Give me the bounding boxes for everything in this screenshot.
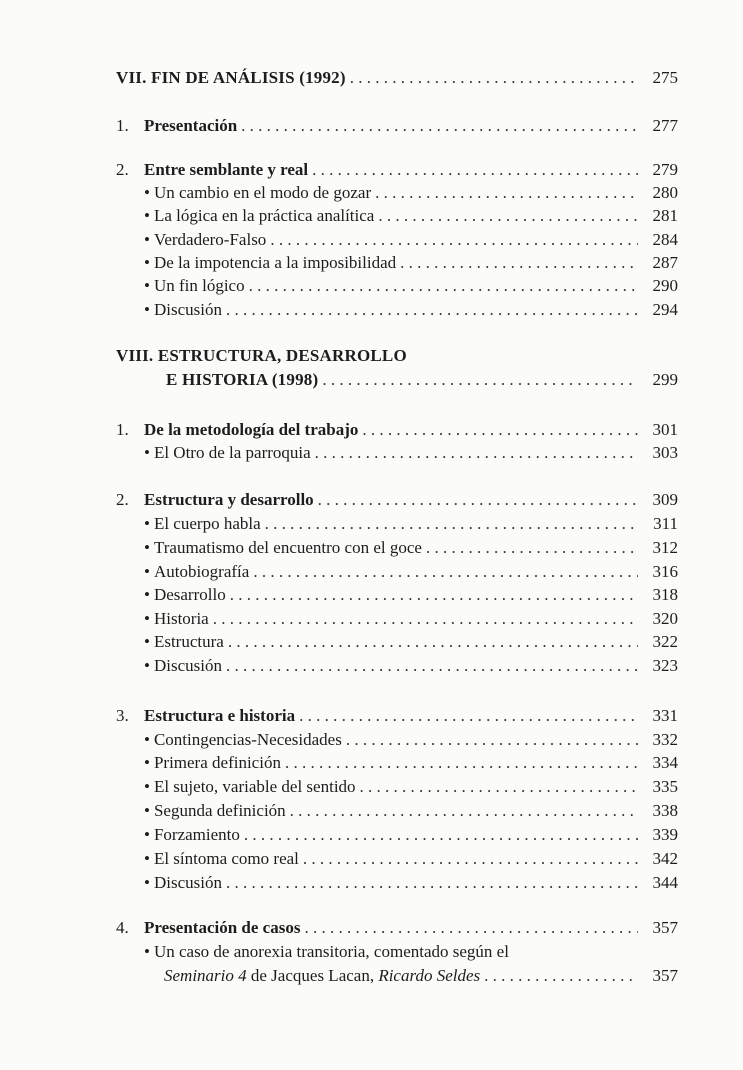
bullet-icon: • [144, 849, 150, 868]
dot-leader [303, 847, 638, 871]
dot-leader [253, 560, 638, 584]
bullet-icon: • [144, 777, 150, 796]
dot-leader [270, 228, 638, 252]
page-number: 357 [652, 966, 678, 985]
dot-leader [285, 751, 638, 775]
item-title: Autobiografía [153, 562, 250, 581]
toc-section [116, 418, 678, 442]
toc-item [144, 204, 678, 228]
bullet-icon: • [144, 443, 150, 462]
item-title: Traumatismo del encuentro con el goce [153, 538, 422, 557]
section-number: 1. [116, 116, 129, 135]
item-title: El cuerpo habla [153, 514, 261, 533]
toc-item [144, 940, 678, 964]
page-number: 284 [652, 230, 678, 249]
section-title: Presentación de casos [144, 918, 301, 937]
dot-leader [484, 964, 638, 988]
toc-section [116, 158, 678, 182]
toc-item [144, 560, 678, 584]
toc-item [144, 251, 678, 275]
toc-item [144, 728, 678, 752]
dot-leader [400, 251, 638, 275]
item-title: Discusión [153, 656, 222, 675]
dot-leader [322, 368, 638, 392]
bullet-icon: • [144, 873, 150, 892]
bullet-icon: • [144, 183, 150, 202]
item-title: Desarrollo [153, 585, 226, 604]
page-number: 309 [652, 490, 678, 509]
toc-item [144, 847, 678, 871]
page-number: 322 [652, 632, 678, 651]
bullet-icon: • [144, 730, 150, 749]
page-number: 342 [652, 849, 678, 868]
bullet-icon: • [144, 276, 150, 295]
toc-item [144, 441, 678, 465]
page-number: 339 [652, 825, 678, 844]
page-number: 335 [652, 777, 678, 796]
dot-leader [228, 630, 638, 654]
toc-item [144, 823, 678, 847]
toc-part-8-line1 [116, 344, 678, 368]
dot-leader [226, 871, 638, 895]
item-title: Segunda definición [153, 801, 286, 820]
page-number: 290 [652, 276, 678, 295]
toc-section [116, 114, 678, 138]
toc-item [144, 536, 678, 560]
page-number: 275 [652, 68, 678, 87]
page-number: 338 [652, 801, 678, 820]
item-title: de Jacques Lacan, [246, 966, 379, 985]
item-title: Un cambio en el modo de gozar [153, 183, 372, 202]
section-number: 3. [116, 706, 129, 725]
dot-leader [226, 654, 638, 678]
bullet-icon: • [144, 230, 150, 249]
page-number: 303 [652, 443, 678, 462]
section-title: Estructura e historia [144, 706, 296, 725]
item-title: Estructura [153, 632, 224, 651]
section-number: 2. [116, 490, 129, 509]
bullet-icon: • [144, 300, 150, 319]
page-number: 294 [652, 300, 678, 319]
bullet-icon: • [144, 585, 150, 604]
page-number: 331 [652, 706, 678, 725]
dot-leader [346, 728, 638, 752]
toc-part-8-line2 [166, 368, 678, 392]
table-of-contents [116, 0, 678, 1070]
dot-leader [360, 775, 638, 799]
toc-item [144, 751, 678, 775]
dot-leader [265, 512, 638, 536]
page-number: 280 [652, 183, 678, 202]
author-name: Ricardo Seldes [378, 966, 481, 985]
item-title: El Otro de la parroquia [153, 443, 311, 462]
dot-leader [244, 823, 638, 847]
toc-item [144, 630, 678, 654]
bullet-icon: • [144, 632, 150, 651]
bullet-icon: • [144, 942, 150, 961]
dot-leader [299, 704, 638, 728]
dot-leader [213, 607, 638, 631]
section-title: Presentación [144, 116, 238, 135]
bullet-icon: • [144, 825, 150, 844]
toc-section [116, 704, 678, 728]
item-title: El síntoma como real [153, 849, 299, 868]
page-number: 312 [652, 538, 678, 557]
dot-leader [378, 204, 638, 228]
dot-leader [375, 181, 638, 205]
section-number: 4. [116, 918, 129, 937]
section-number: 1. [116, 420, 129, 439]
section-title: Estructura y desarrollo [144, 490, 314, 509]
bullet-icon: • [144, 753, 150, 772]
item-title: Un fin lógico [153, 276, 245, 295]
toc-item [144, 298, 678, 322]
page-number: 320 [652, 609, 678, 628]
bullet-icon: • [144, 801, 150, 820]
item-title: Un caso de anorexia transitoria, comentado según el [153, 942, 509, 961]
item-title: Contingencias-Necesidades [153, 730, 342, 749]
page-number: 299 [652, 370, 678, 389]
dot-leader [304, 916, 638, 940]
item-title: Discusión [153, 300, 222, 319]
dot-leader [226, 298, 638, 322]
toc-item-continuation [164, 964, 678, 988]
toc-item [144, 512, 678, 536]
bullet-icon: • [144, 562, 150, 581]
dot-leader [426, 536, 638, 560]
seminar-title: Seminario 4 [164, 966, 247, 985]
bullet-icon: • [144, 656, 150, 675]
dot-leader [318, 488, 638, 512]
dot-leader [350, 66, 638, 90]
toc-section [116, 488, 678, 512]
page-number: 311 [653, 514, 678, 533]
toc-item [144, 228, 678, 252]
page-number: 318 [652, 585, 678, 604]
page-number: 357 [652, 918, 678, 937]
page-number: 323 [652, 656, 678, 675]
dot-leader [315, 441, 638, 465]
bullet-icon: • [144, 253, 150, 272]
toc-item [144, 654, 678, 678]
bullet-icon: • [144, 514, 150, 533]
item-title: De la impotencia a la imposibilidad [153, 253, 397, 272]
page-number: 279 [652, 160, 678, 179]
page-number: 316 [652, 562, 678, 581]
section-number: 2. [116, 160, 129, 179]
toc-part-7 [116, 66, 678, 90]
page-number: 332 [652, 730, 678, 749]
page-number: 287 [652, 253, 678, 272]
toc-item [144, 775, 678, 799]
item-title: Forzamiento [153, 825, 240, 844]
page-number: 344 [652, 873, 678, 892]
page-number: 334 [652, 753, 678, 772]
toc-item [144, 607, 678, 631]
bullet-icon: • [144, 609, 150, 628]
dot-leader [312, 158, 638, 182]
dot-leader [249, 274, 638, 298]
toc-item [144, 871, 678, 895]
item-title: El sujeto, variable del sentido [153, 777, 356, 796]
page-number: 277 [652, 116, 678, 135]
toc-item [144, 181, 678, 205]
item-title: Historia [153, 609, 209, 628]
page-number: 301 [652, 420, 678, 439]
dot-leader [241, 114, 638, 138]
bullet-icon: • [144, 538, 150, 557]
toc-item [144, 274, 678, 298]
item-title: La lógica en la práctica analítica [153, 206, 375, 225]
item-title: Verdadero-Falso [153, 230, 267, 249]
item-title: Primera definición [153, 753, 281, 772]
part-title: E HISTORIA (1998) [166, 370, 319, 389]
toc-item [144, 799, 678, 823]
bullet-icon: • [144, 206, 150, 225]
part-title: VII. FIN DE ANÁLISIS (1992) [116, 68, 346, 87]
section-title: De la metodología del trabajo [144, 420, 359, 439]
item-title: Discusión [153, 873, 222, 892]
section-title: Entre semblante y real [144, 160, 309, 179]
toc-item [144, 583, 678, 607]
part-title: VIII. ESTRUCTURA, DESARROLLO [116, 346, 407, 365]
dot-leader [362, 418, 638, 442]
page-number: 281 [652, 206, 678, 225]
dot-leader [230, 583, 638, 607]
toc-section [116, 916, 678, 940]
dot-leader [290, 799, 638, 823]
